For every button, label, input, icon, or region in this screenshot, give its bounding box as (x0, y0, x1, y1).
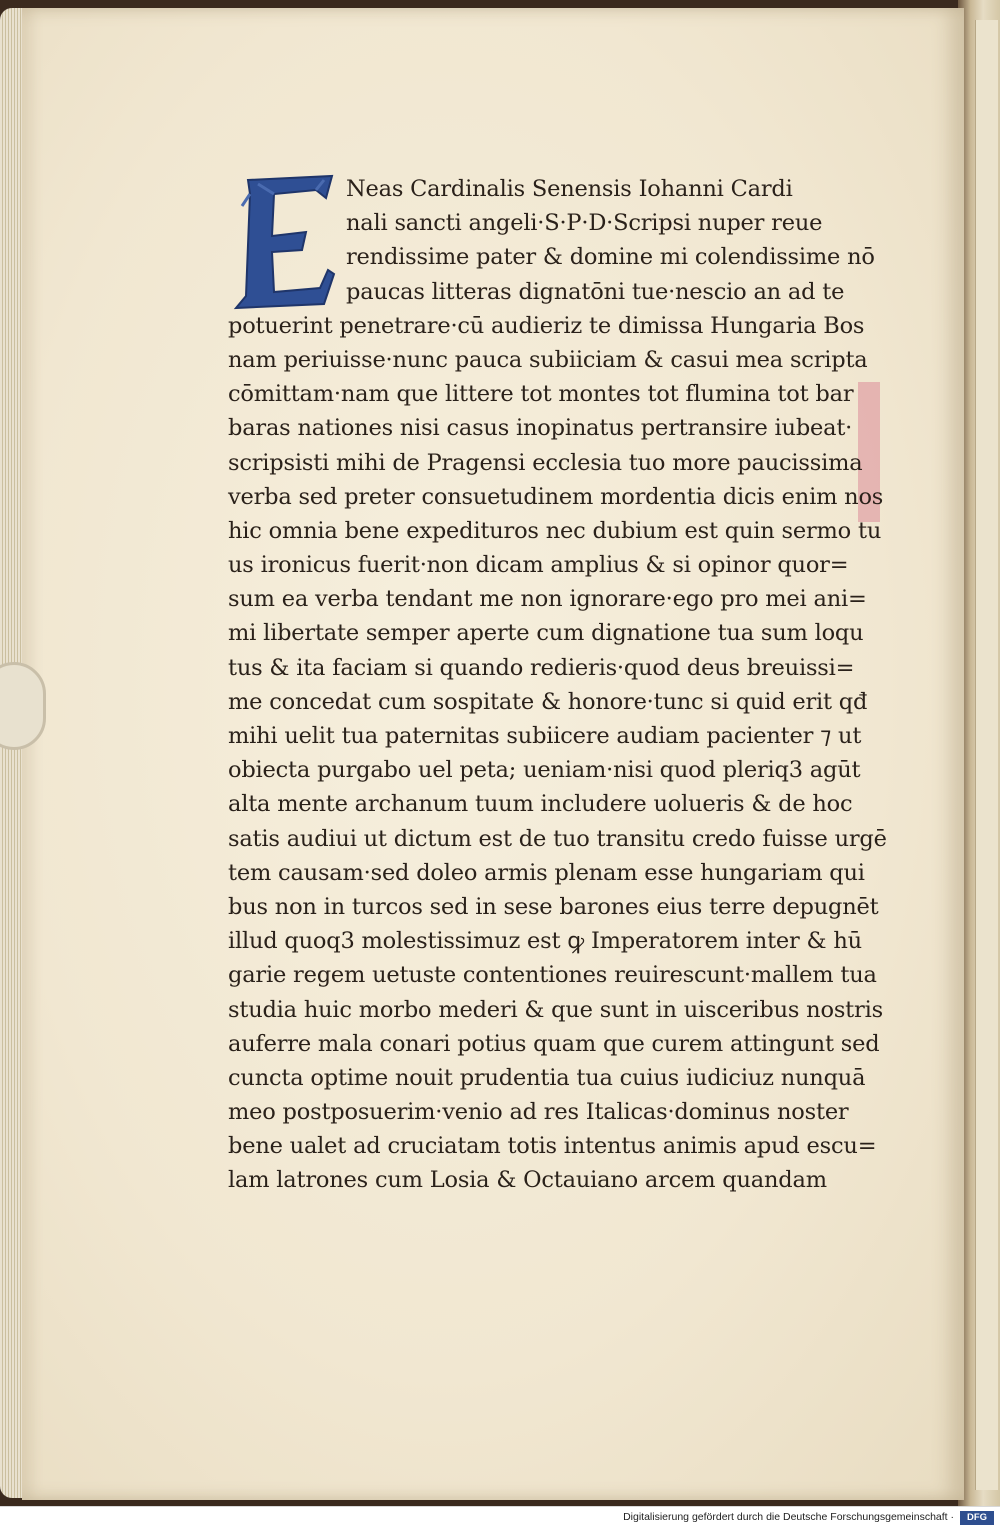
illuminated-initial (228, 172, 338, 312)
text-line: mi libertate semper aperte cum dignatione tua sum loqu (228, 620, 864, 647)
footer-bar (0, 1506, 1000, 1529)
text-line: obiecta purgabo uel peta; ueniam·nisi quod pleriq3 agūt (228, 757, 861, 784)
text-line: cōmittam·nam que littere tot montes tot flumina tot bar (228, 381, 854, 408)
text-line: satis audiui ut dictum est de tuo transitu credo fuisse urgē (228, 825, 887, 852)
text-line: tem causam·sed doleo armis plenam esse hungariam qui (228, 859, 865, 886)
text-line: tus & ita faciam si quando redieris·quod deus breuissi= (228, 654, 855, 681)
text-line: mihi uelit tua paternitas subiicere audiam pacienter ⁊ ut (228, 723, 862, 749)
text-line: bene ualet ad cruciatam totis intentus animis apud escu= (228, 1133, 877, 1160)
text-line: verba sed preter consuetudinem mordentia dicis enim nos (228, 483, 884, 510)
text-line: nam periuisse·nunc pauca subiiciam & casui mea scripta (228, 346, 868, 373)
text-line: cuncta optime nouit prudentia tua cuius iudiciuz nunquā (228, 1064, 866, 1091)
text-line: meo postposuerim·venio ad res Italicas·dominus noster (228, 1099, 849, 1126)
dfg-credit: Digitalisierung gefördert durch die Deutsche Forschungsgemeinschaft · (623, 1511, 954, 1523)
text-line: me concedat cum sospitate & honore·tunc si quid erit qđ (228, 688, 868, 715)
text-line: sum ea verba tendant me non ignorare·ego pro mei ani= (228, 586, 867, 613)
text-line: auferre mala conari potius quam que curem attingunt sed (228, 1030, 880, 1057)
text-line: alta mente archanum tuum includere uolueris & de hoc (228, 791, 853, 818)
text-line: hic omnia bene expedituros nec dubium est quin sermo tu (228, 517, 882, 544)
text-line: scripsisti mihi de Pragensi ecclesia tuo more paucissima (228, 449, 863, 476)
text-block (228, 172, 887, 1198)
text-line: garie regem uetuste contentiones reuirescunt·mallem tua (228, 962, 877, 989)
text-line: lam latrones cum Losia & Octauiano arcem quandam (228, 1167, 827, 1194)
text-line: illud quoq3 molestissimuz est ꝙ Imperatorem inter & hū (228, 928, 862, 955)
text-line: baras nationes nisi casus inopinatus pertransire iubeat· (228, 415, 853, 442)
text-line: paucas litteras dignatōni tue·nescio an ad te (346, 278, 845, 305)
text-line: studia huic morbo mederi & que sunt in uisceribus nostris (228, 996, 883, 1023)
book-clasp (0, 662, 46, 750)
text-line: bus non in turcos sed in sese barones eius terre depugnēt (228, 893, 879, 920)
text-line: us ironicus fuerit·non dicam amplius & si opinor quor= (228, 552, 849, 579)
text-lines (228, 172, 887, 1198)
dfg-logo: DFG (960, 1511, 994, 1525)
text-line: rendissime pater & domine mi colendissime nō (346, 244, 875, 271)
text-line: potuerint penetrare·cū audieriz te dimissa Hungaria Bos (228, 312, 865, 339)
text-line: Neas Cardinalis Senensis Iohanni Cardi (346, 176, 793, 202)
next-page-edge (975, 20, 998, 1490)
initial-letter-text: E (228, 172, 229, 173)
text-line: nali sancti angeli·S·P·D·Scripsi nuper reue (346, 210, 823, 237)
